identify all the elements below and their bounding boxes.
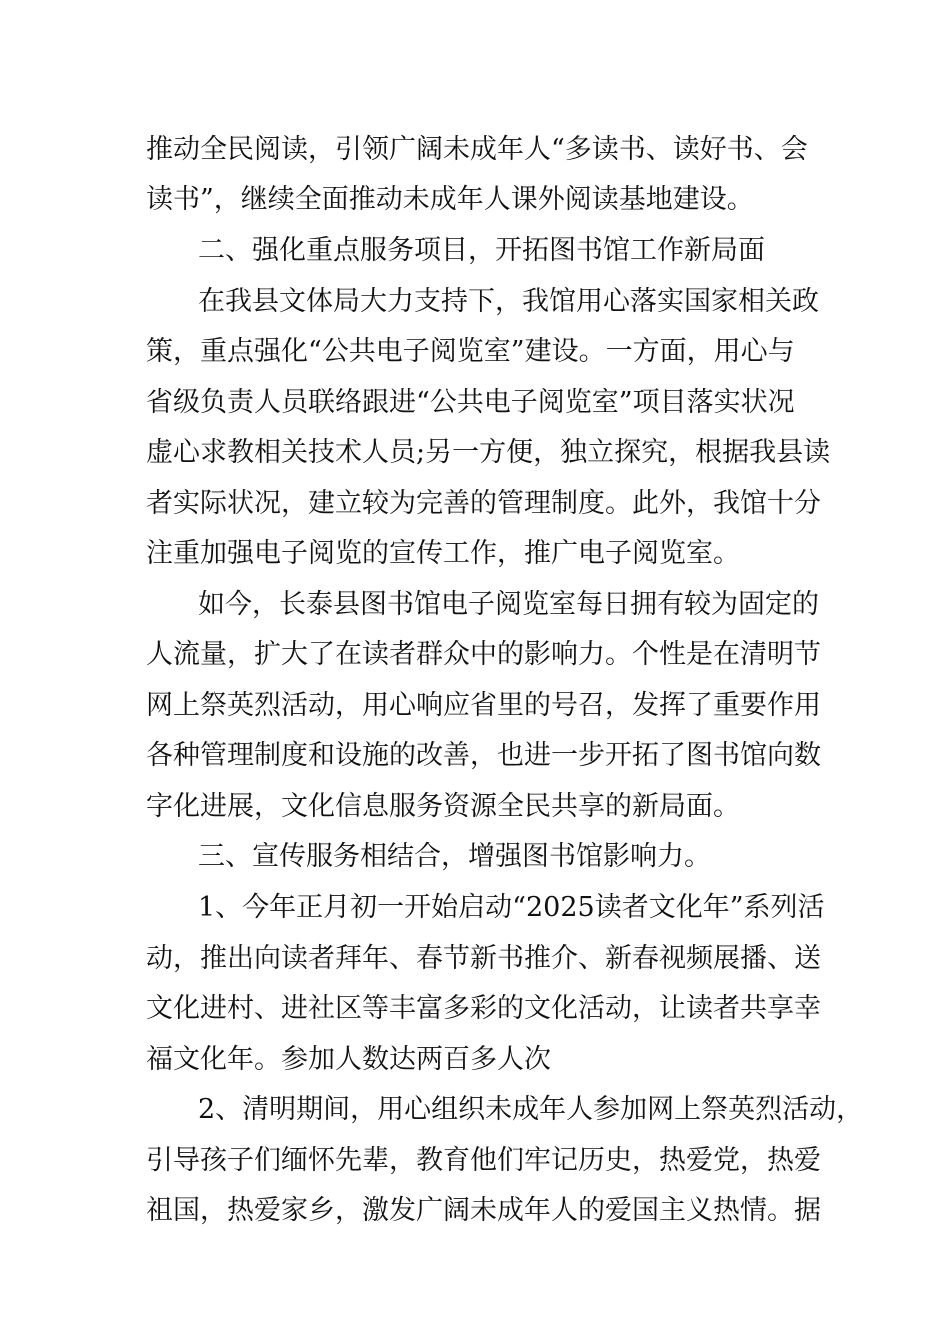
text-line: 字化进展，文化信息服务资源全民共享的新局面。	[146, 791, 740, 822]
text-line: 注重加强电子阅览的宣传工作，推广电子阅览室。	[146, 538, 740, 569]
text-line: 动，推出向读者拜年、春节新书推介、新春视频展播、送	[146, 943, 821, 974]
text-line: 虚心求教相关技术人员;另一方便，独立探究，根据我县读	[146, 437, 831, 468]
text-line: 读书”，继续全面推动未成年人课外阅读基地建设。	[146, 184, 754, 215]
text-line: 福文化年。参加人数达两百多人次	[146, 1044, 551, 1075]
list-item-1: 1、今年正月初一开始启动“2025读者文化年”系列活	[198, 892, 825, 923]
text-line: 祖国，热爱家乡，激发广阔未成年人的爱国主义热情。据	[146, 1195, 821, 1226]
text-line: 引导孩子们缅怀先辈，教育他们牢记历史，热爱党，热爱	[146, 1145, 821, 1176]
paragraph-start: 在我县文体局大力支持下，我馆用心落实国家相关政	[198, 286, 819, 317]
text-line: 策，重点强化“公共电子阅览室”建设。一方面，用心与	[146, 336, 795, 367]
text-line: 推动全民阅读，引领广阔未成年人“多读书、读好书、会	[146, 134, 808, 165]
text-line: 网上祭英烈活动，用心响应省里的号召，发挥了重要作用	[146, 690, 821, 721]
text-line: 人流量，扩大了在读者群众中的影响力。个性是在清明节	[146, 639, 821, 670]
text-line: 省级负责人员联络跟进“公共电子阅览室”项目落实状况	[146, 387, 795, 418]
section-heading: 三、宣传服务相结合，增强图书馆影响力。	[198, 841, 711, 872]
paragraph-start: 如今，长泰县图书馆电子阅览室每日拥有较为固定的	[198, 589, 819, 620]
list-item-2: 2、清明期间，用心组织未成年人参加网上祭英烈活动，	[198, 1094, 864, 1125]
section-heading: 二、强化重点服务项目，开拓图书馆工作新局面	[198, 235, 765, 266]
text-line: 文化进村、进社区等丰富多彩的文化活动，让读者共享幸	[146, 993, 821, 1024]
text-line: 各种管理制度和设施的改善，也进一步开拓了图书馆向数	[146, 740, 821, 771]
text-line: 者实际状况，建立较为完善的管理制度。此外，我馆十分	[146, 488, 821, 519]
